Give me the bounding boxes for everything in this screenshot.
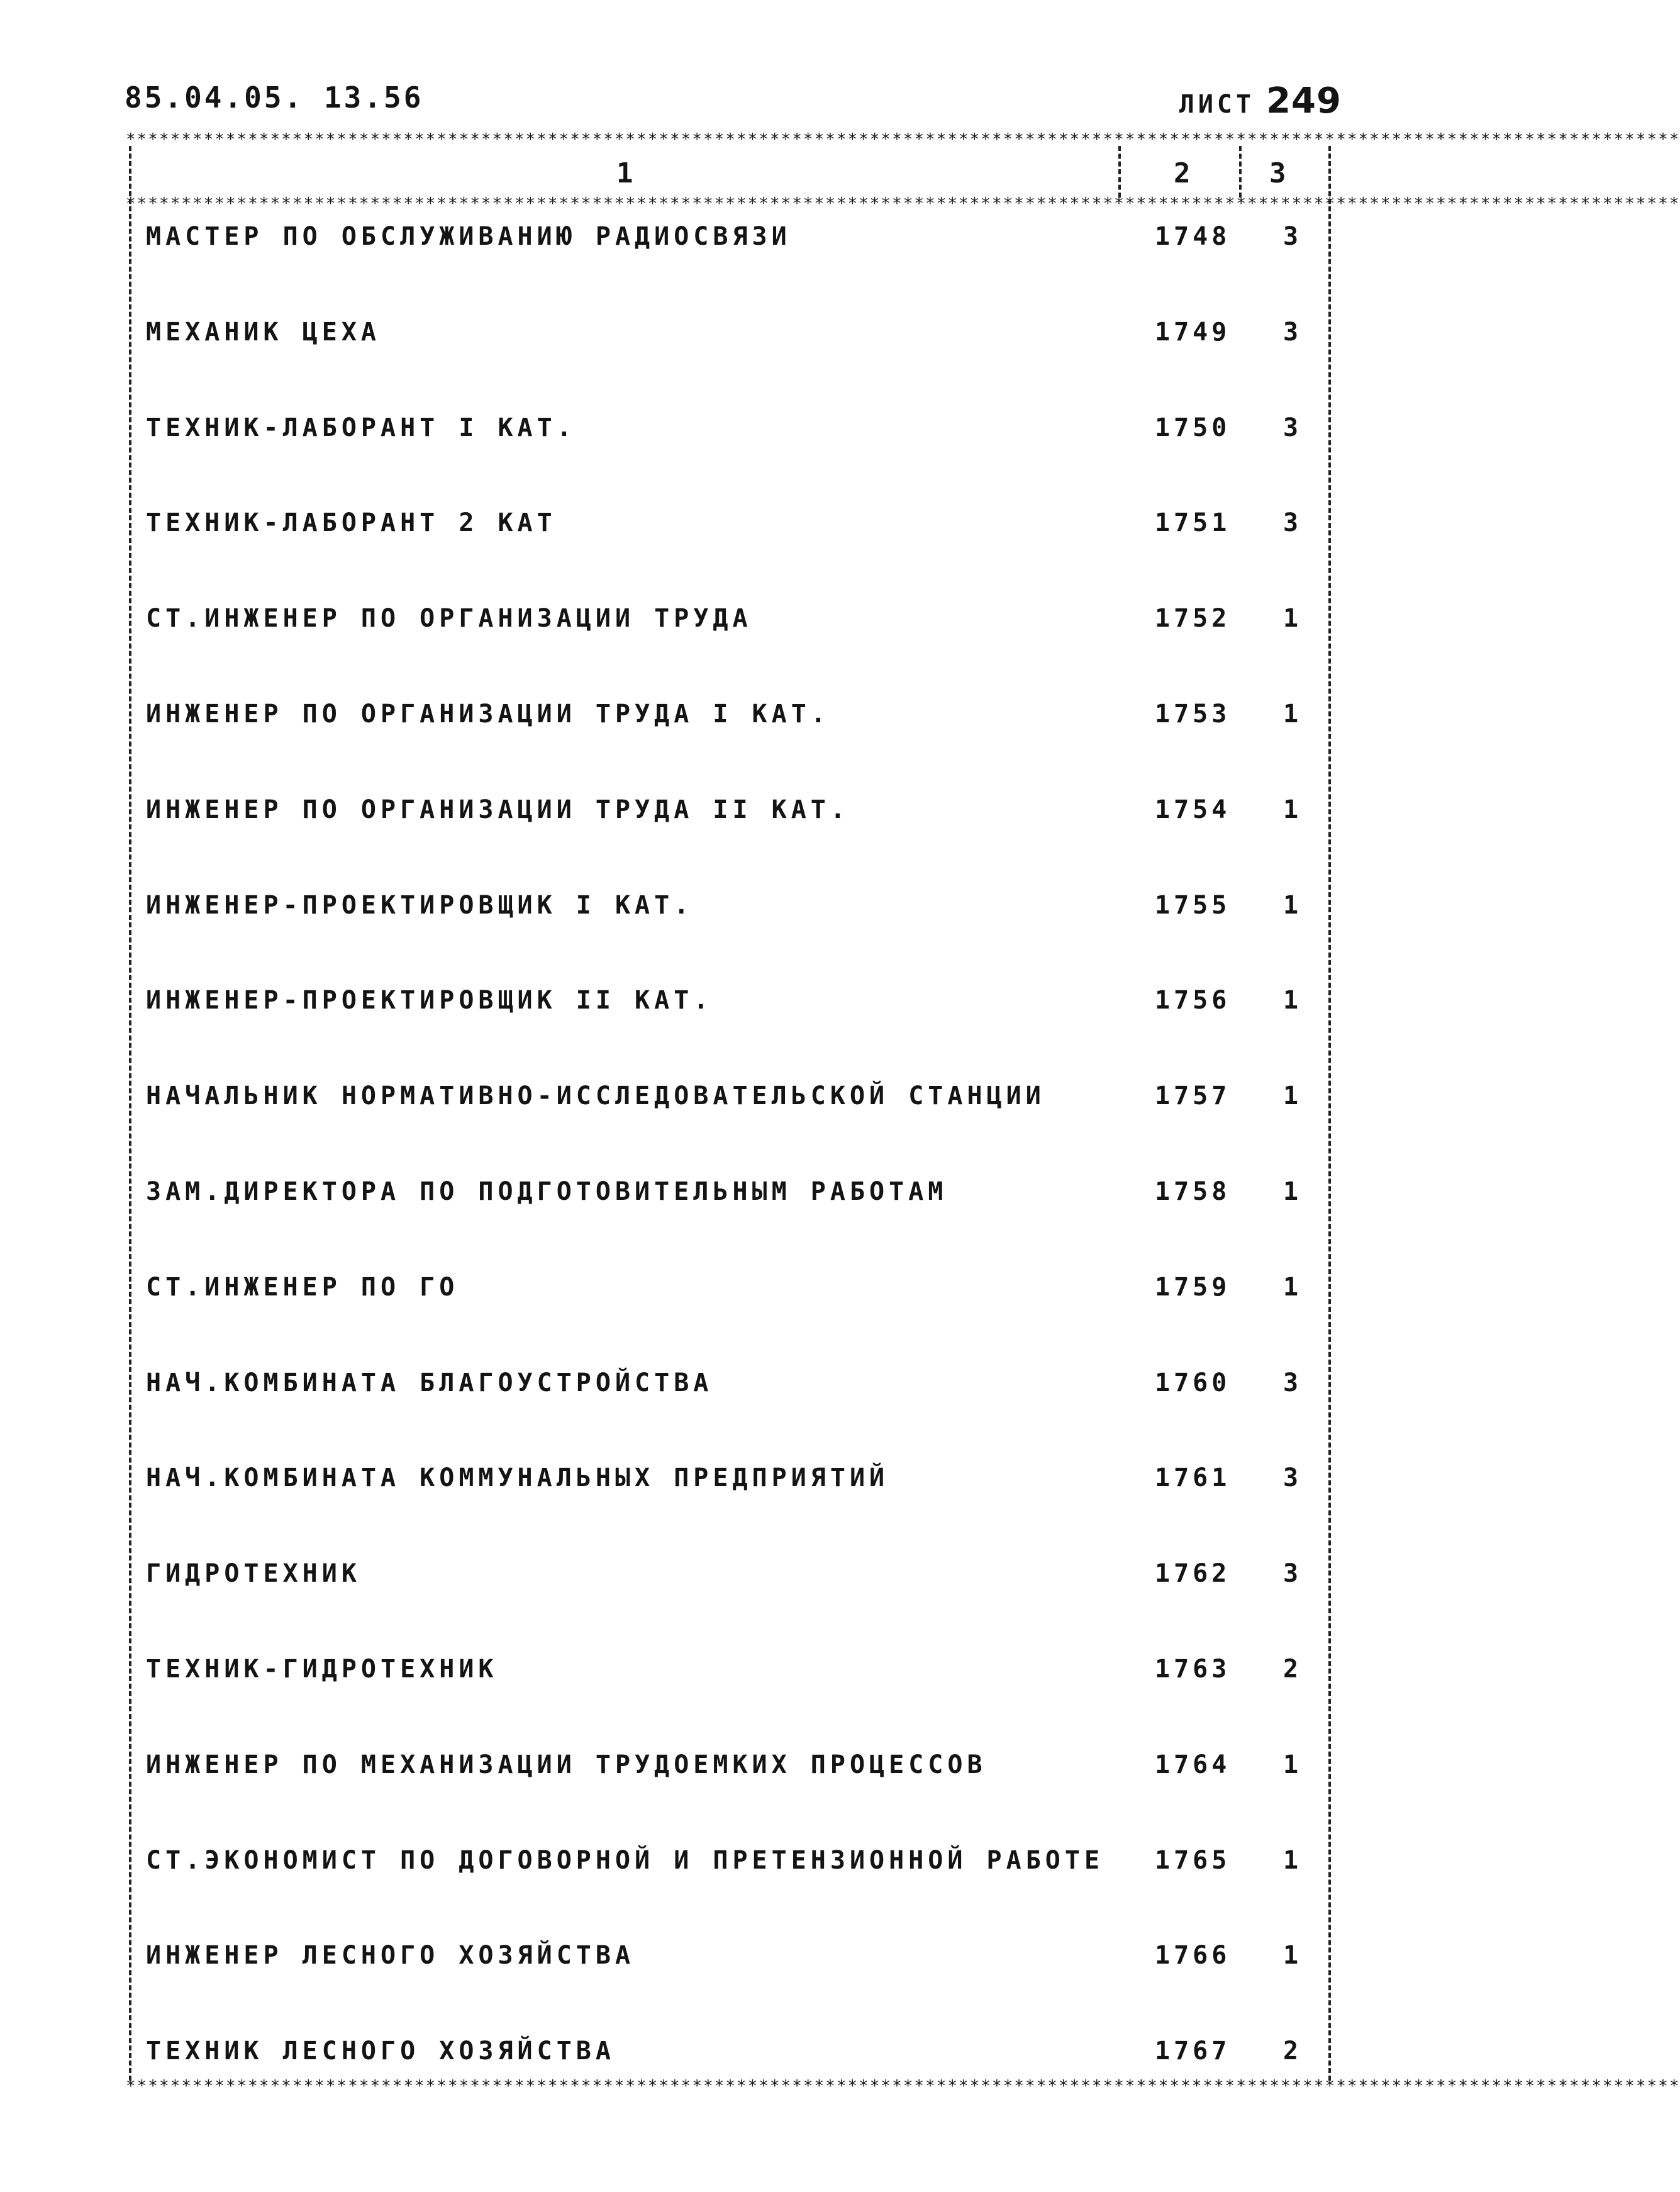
position-code: 1750 xyxy=(1155,413,1231,442)
position-code: 1756 xyxy=(1155,986,1231,1015)
position-code: 1751 xyxy=(1155,508,1231,537)
position-category: 3 xyxy=(1283,413,1303,442)
position-title: ИНЖЕНЕР ПО ОРГАНИЗАЦИИ ТРУДА II КАТ. xyxy=(146,795,850,824)
position-code: 1759 xyxy=(1155,1273,1231,1302)
position-title: СТ.ИНЖЕНЕР ПО ГО xyxy=(146,1273,459,1302)
position-category: 1 xyxy=(1283,1273,1303,1302)
position-code: 1767 xyxy=(1155,2037,1231,2066)
table-row xyxy=(0,1555,1449,1592)
table-row xyxy=(0,886,1449,924)
position-code: 1753 xyxy=(1155,700,1231,729)
position-category: 3 xyxy=(1283,1463,1303,1492)
position-code: 1749 xyxy=(1155,318,1231,347)
position-code: 1757 xyxy=(1155,1082,1231,1110)
table-row xyxy=(0,1842,1449,1879)
print-datetime: 85.04.05. 13.56 xyxy=(125,81,424,115)
position-category: 1 xyxy=(1283,795,1303,824)
position-category: 3 xyxy=(1283,222,1303,251)
table-row xyxy=(0,1650,1449,1688)
position-category: 1 xyxy=(1283,1846,1303,1875)
position-code: 1754 xyxy=(1155,795,1231,824)
position-title: ТЕХНИК-ГИДРОТЕХНИК xyxy=(146,1655,498,1684)
position-title: ИНЖЕНЕР ПО МЕХАНИЗАЦИИ ТРУДОЕМКИХ ПРОЦЕССОВ xyxy=(146,1750,987,1779)
position-title: СТ.ИНЖЕНЕР ПО ОРГАНИЗАЦИИ ТРУДА xyxy=(146,604,752,633)
position-category: 1 xyxy=(1283,1941,1303,1970)
position-category: 3 xyxy=(1283,318,1303,347)
column-header-2: 2 xyxy=(1174,157,1191,189)
position-code: 1764 xyxy=(1155,1750,1231,1779)
table-row xyxy=(0,1077,1449,1115)
table-row xyxy=(0,1937,1449,1974)
position-code: 1765 xyxy=(1155,1846,1231,1875)
position-title: НАЧ.КОМБИНАТА БЛАГОУСТРОЙСТВА xyxy=(146,1368,713,1397)
column-header-1: 1 xyxy=(616,157,633,189)
position-category: 2 xyxy=(1283,1655,1303,1684)
position-category: 1 xyxy=(1283,986,1303,1015)
position-category: 1 xyxy=(1283,700,1303,729)
position-title: СТ.ЭКОНОМИСТ ПО ДОГОВОРНОЙ И ПРЕТЕНЗИОННОЙ РАБОТЕ xyxy=(146,1846,1104,1875)
sheet-number: 249 xyxy=(1266,81,1342,121)
position-title: ИНЖЕНЕР-ПРОЕКТИРОВЩИК II КАТ. xyxy=(146,986,713,1015)
table-row xyxy=(0,2032,1449,2070)
position-title: ТЕХНИК-ЛАБОРАНТ 2 КАТ xyxy=(146,508,557,537)
position-category: 1 xyxy=(1283,604,1303,633)
position-code: 1755 xyxy=(1155,891,1231,920)
table-row xyxy=(0,1268,1449,1306)
position-title: ТЕХНИК ЛЕСНОГО ХОЗЯЙСТВА xyxy=(146,2037,615,2066)
position-title: МЕХАНИК ЦЕХА xyxy=(146,318,381,347)
position-category: 3 xyxy=(1283,508,1303,537)
table-row xyxy=(0,409,1449,447)
position-title: ИНЖЕНЕР-ПРОЕКТИРОВЩИК I КАТ. xyxy=(146,891,694,920)
position-code: 1752 xyxy=(1155,604,1231,633)
position-code: 1763 xyxy=(1155,1655,1231,1684)
position-title: ГИДРОТЕХНИК xyxy=(146,1559,361,1588)
position-category: 1 xyxy=(1283,1750,1303,1779)
table-row xyxy=(0,695,1449,733)
position-category: 2 xyxy=(1283,2037,1303,2066)
position-title: ТЕХНИК-ЛАБОРАНТ I КАТ. xyxy=(146,413,576,442)
position-code: 1761 xyxy=(1155,1463,1231,1492)
position-category: 1 xyxy=(1283,1177,1303,1206)
position-category: 1 xyxy=(1283,891,1303,920)
top-star-rule: ******************************************************************************************************************************************** xyxy=(126,130,1680,149)
position-category: 3 xyxy=(1283,1559,1303,1588)
table-row xyxy=(0,313,1449,351)
position-code: 1762 xyxy=(1155,1559,1231,1588)
position-category: 1 xyxy=(1283,1082,1303,1110)
table-row xyxy=(0,1746,1449,1784)
table-row xyxy=(0,1364,1449,1402)
header-star-rule: ******************************************************************************************************************************************** xyxy=(126,194,1680,213)
sheet-label: ЛИСТ xyxy=(1179,90,1255,119)
table-row xyxy=(0,791,1449,829)
table-row xyxy=(0,218,1449,255)
position-title: ИНЖЕНЕР ПО ОРГАНИЗАЦИИ ТРУДА I КАТ. xyxy=(146,700,830,729)
table-row xyxy=(0,600,1449,637)
table-row xyxy=(0,981,1449,1019)
position-title: МАСТЕР ПО ОБСЛУЖИВАНИЮ РАДИОСВЯЗИ xyxy=(146,222,791,251)
column-header-3: 3 xyxy=(1269,157,1286,189)
position-title: ЗАМ.ДИРЕКТОРА ПО ПОДГОТОВИТЕЛЬНЫМ РАБОТАМ xyxy=(146,1177,948,1206)
table-row xyxy=(0,1459,1449,1497)
position-title: ИНЖЕНЕР ЛЕСНОГО ХОЗЯЙСТВА xyxy=(146,1941,635,1970)
position-title: НАЧАЛЬНИК НОРМАТИВНО-ИССЛЕДОВАТЕЛЬСКОЙ СТАНЦИИ xyxy=(146,1082,1045,1110)
position-code: 1758 xyxy=(1155,1177,1231,1206)
position-code: 1748 xyxy=(1155,222,1231,251)
table-row xyxy=(0,504,1449,542)
position-category: 3 xyxy=(1283,1368,1303,1397)
bottom-star-rule: ******************************************************************************************************************************************** xyxy=(126,2077,1680,2096)
position-title: НАЧ.КОМБИНАТА КОММУНАЛЬНЫХ ПРЕДПРИЯТИЙ xyxy=(146,1463,889,1492)
table-row xyxy=(0,1173,1449,1211)
position-code: 1760 xyxy=(1155,1368,1231,1397)
position-code: 1766 xyxy=(1155,1941,1231,1970)
